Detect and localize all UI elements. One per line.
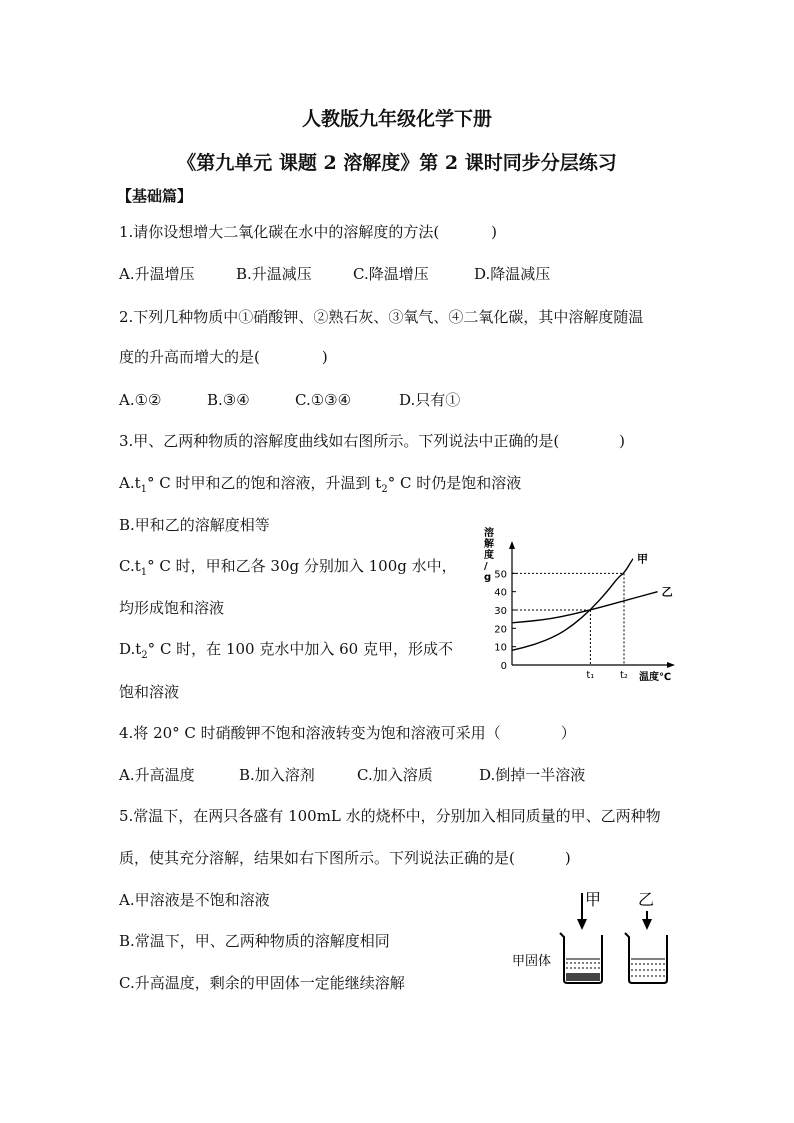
option: B.③④ bbox=[207, 391, 250, 409]
y-axis-label: 溶 bbox=[484, 528, 494, 539]
beaker-jia bbox=[560, 933, 602, 983]
arrow-yi bbox=[642, 911, 652, 930]
question-1-stem: 1.请你设想增大二氧化碳在水中的溶解度的方法( ) bbox=[119, 223, 498, 241]
question-2-stem-cont: 度的升高而增大的是( ) bbox=[119, 348, 328, 366]
question-4-stem: 4.将 20° C 时硝酸钾不饱和溶液转变为饱和溶液可采用（ ） bbox=[119, 724, 576, 742]
question-4-options bbox=[119, 764, 585, 785]
question-5-option-b: B.常温下，甲、乙两种物质的溶解度相同 bbox=[119, 932, 390, 950]
question-2-options bbox=[119, 389, 460, 410]
question-3-option-d: $D.t_2^\circ$ C 时，在 100 克水中加入 60 克甲，形成不 bbox=[119, 640, 453, 661]
option: C.①③④ bbox=[295, 391, 352, 409]
option: A.①② bbox=[119, 391, 162, 409]
x-tick-label: t₁ bbox=[586, 670, 595, 681]
option: D.倒掉一半溶液 bbox=[479, 766, 586, 784]
series-line-yi bbox=[512, 592, 658, 623]
y-axis-label: g bbox=[484, 572, 492, 583]
y-tick-label: 20 bbox=[494, 624, 507, 636]
series-label: 乙 bbox=[661, 585, 673, 599]
question-5-stem-cont: 质，使其充分溶解，结果如右下图所示。下列说法正确的是( ) bbox=[119, 849, 571, 867]
y-axis-arrow bbox=[509, 541, 515, 549]
question-2-stem: 2.下列几种物质中①硝酸钾、②熟石灰、③氧气、④二氧化碳，其中溶解度随温 bbox=[119, 308, 644, 326]
y-tick-label: 30 bbox=[494, 606, 507, 617]
question-3-option-d-cont: 饱和溶液 bbox=[119, 683, 180, 701]
x-axis-arrow bbox=[667, 662, 675, 668]
solubility-curve-chart bbox=[472, 522, 682, 687]
undissolved-solid bbox=[566, 973, 600, 981]
option: B.升温减压 bbox=[236, 265, 312, 283]
beaker-figure bbox=[508, 885, 683, 990]
question-1-options bbox=[119, 263, 550, 284]
section-heading: 【基础篇】 bbox=[117, 187, 193, 205]
y-tick-label: 10 bbox=[494, 642, 507, 654]
x-axis-label: 温度℃ bbox=[639, 672, 672, 683]
y-tick-label: 0 bbox=[500, 661, 507, 672]
question-5-stem: 5.常温下，在两只各盛有 100mL 水的烧杯中，分别加入相同质量的甲、乙两种物 bbox=[119, 807, 661, 825]
option: C.加入溶质 bbox=[357, 766, 433, 784]
question-3-option-c: $C.t_1^\circ$ C 时，甲和乙各 30g 分别加入 100g 水中， bbox=[119, 557, 457, 578]
series-line-jia bbox=[512, 559, 633, 651]
question-5-option-c: C.升高温度，剩余的甲固体一定能继续溶解 bbox=[119, 974, 405, 992]
page-title: 人教版九年级化学下册 bbox=[301, 108, 492, 130]
y-axis-label: 解 bbox=[484, 539, 494, 550]
series-label: 甲 bbox=[636, 552, 648, 566]
question-3-option-b: B.甲和乙的溶解度相等 bbox=[119, 516, 270, 534]
question-3-option-a: $A.t_1^\circ$ C 时甲和乙的饱和溶液，升温到 $t_2^\circ$ C 时仍是饱和溶液 bbox=[119, 474, 522, 495]
y-axis-label: / bbox=[484, 561, 488, 572]
option: A.升高温度 bbox=[119, 766, 195, 784]
solid-label: 甲固体 bbox=[512, 954, 552, 969]
x-tick-label: t₂ bbox=[620, 670, 628, 681]
beaker-label-jia: 甲 bbox=[585, 890, 602, 909]
page-subtitle: 《第九单元 课题 2 溶解度》第 2 课时同步分层练习 bbox=[177, 152, 617, 174]
option: C.降温增压 bbox=[353, 265, 429, 283]
beaker-yi bbox=[625, 933, 667, 983]
question-3-stem: 3.甲、乙两种物质的溶解度曲线如右图所示。下列说法中正确的是( ) bbox=[119, 432, 626, 450]
option: D.降温减压 bbox=[474, 265, 551, 283]
beaker-label-yi: 乙 bbox=[638, 890, 655, 909]
option: B.加入溶剂 bbox=[239, 766, 315, 784]
y-tick-label: 40 bbox=[494, 587, 507, 599]
option: D.只有① bbox=[399, 391, 461, 409]
question-3-option-c-cont: 均形成饱和溶液 bbox=[119, 599, 225, 617]
question-5-option-a: A.甲溶液是不饱和溶液 bbox=[119, 891, 270, 909]
option: A.升温增压 bbox=[119, 265, 195, 283]
y-axis-label: 度 bbox=[484, 550, 494, 561]
y-tick-label: 50 bbox=[494, 569, 507, 581]
